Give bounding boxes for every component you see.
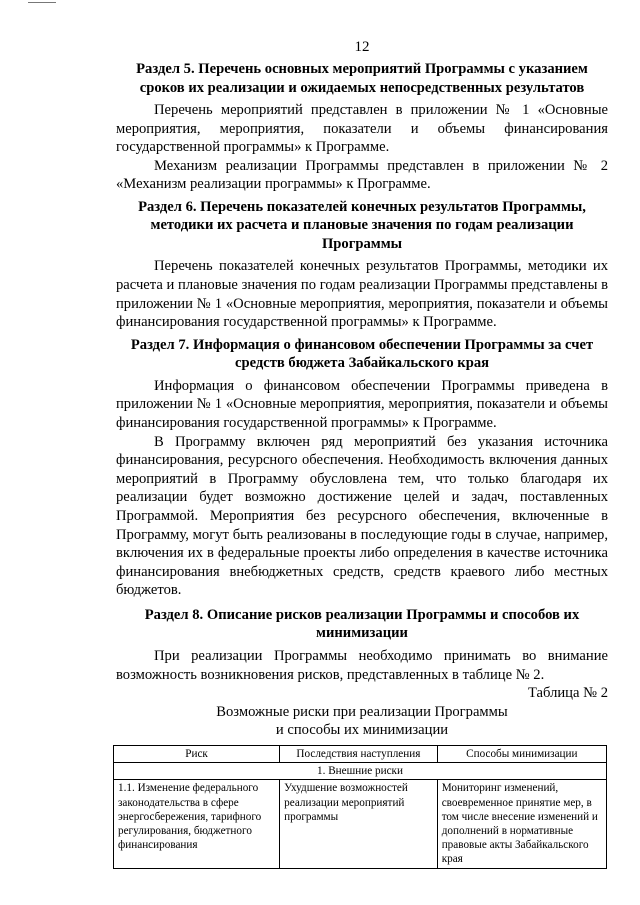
- column-header-consequences: Последствия наступления: [280, 745, 438, 762]
- page-number: 12: [354, 39, 370, 55]
- table-caption-line: и способы их минимизации: [275, 722, 449, 739]
- column-header-mitigation: Способы минимизации: [437, 745, 606, 762]
- table-header-row: [114, 745, 607, 762]
- paragraph: Информация о финансовом обеспечении Программы приведена в приложении № 1 «Основные мероприятия, мероприятия, показатели и объемы финансирования государственной программы» к Программе.: [116, 377, 608, 432]
- paragraph: Перечень показателей конечных результатов Программы, методики их расчета и плановые значения по годам реализации Программы представлены в приложении № 1 «Основные мероприятия, мероприятия, показатели и объемы финансирования государственной программы» к Программе.: [116, 258, 608, 331]
- table-group-row: [114, 763, 607, 780]
- table-cell-mitigation: Мониторинг изменений, своевременное принятие мер, в том числе внесение изменений и дополнений в нормативные правовые акты Забайкальского края: [437, 780, 606, 868]
- risks-table: [113, 745, 607, 869]
- group-label: 1. Внешние риски: [114, 763, 607, 780]
- section-heading: Раздел 8. Описание рисков реализации Программы и способов их минимизации: [144, 606, 580, 642]
- section-heading: Раздел 6. Перечень показателей конечных результатов Программы, методики их расчета и плановые значения по годам реализации Программы: [138, 198, 586, 252]
- table-caption-line: Возможные риски при реализации Программы: [216, 703, 508, 720]
- document-page: [116, 38, 608, 869]
- section-8: [116, 606, 608, 684]
- table-cell-risk: 1.1. Изменение федерального законодательства в сфере энергосбережения, тарифного регулирования, бюджетного финансирования: [114, 780, 280, 868]
- paragraph: В Программу включен ряд мероприятий без указания источника финансирования, ресурсного обеспечения. Необходимость включения данных мероприятий в Программу обусловлена тем, что только благодаря их реализации будет возможно достижение целей и задач, поставленных Программой. Мероприятия без ресурсного обеспечения, включенные в Программу, могут быть реализованы в последующие годы в случае, например, включения их в федеральные проекты либо определения в качестве источника финансирования внебюджетных средств, средств краевого либо местных бюджетов.: [116, 433, 608, 599]
- table-label: Таблица № 2: [528, 685, 608, 702]
- paragraph: Механизм реализации Программы представлен в приложении № 2 «Механизм реализации программы» к Программе.: [116, 157, 608, 193]
- paragraph: Перечень мероприятий представлен в приложении № 1 «Основные мероприятия, мероприятия, показатели и объемы финансирования государственной программы» к Программе.: [116, 102, 608, 156]
- paragraph: При реализации Программы необходимо принимать во внимание возможность возникновения рисков, представленных в таблице № 2.: [116, 647, 608, 683]
- table-row: [114, 780, 607, 868]
- scan-edge-mark: [28, 2, 56, 3]
- section-5: [116, 60, 608, 194]
- section-7: [116, 336, 608, 600]
- table-caption: [116, 703, 608, 740]
- section-heading: Раздел 7. Информация о финансовом обеспечении Программы за счет средств бюджета Забайкальского края: [130, 336, 594, 372]
- section-6: [116, 198, 608, 332]
- table-cell-consequences: Ухудшение возможностей реализации мероприятий программы: [280, 780, 438, 868]
- column-header-risk: Риск: [114, 745, 280, 762]
- section-heading: Раздел 5. Перечень основных мероприятий Программы с указанием сроков их реализации и ожидаемых непосредственных результатов: [136, 61, 588, 96]
